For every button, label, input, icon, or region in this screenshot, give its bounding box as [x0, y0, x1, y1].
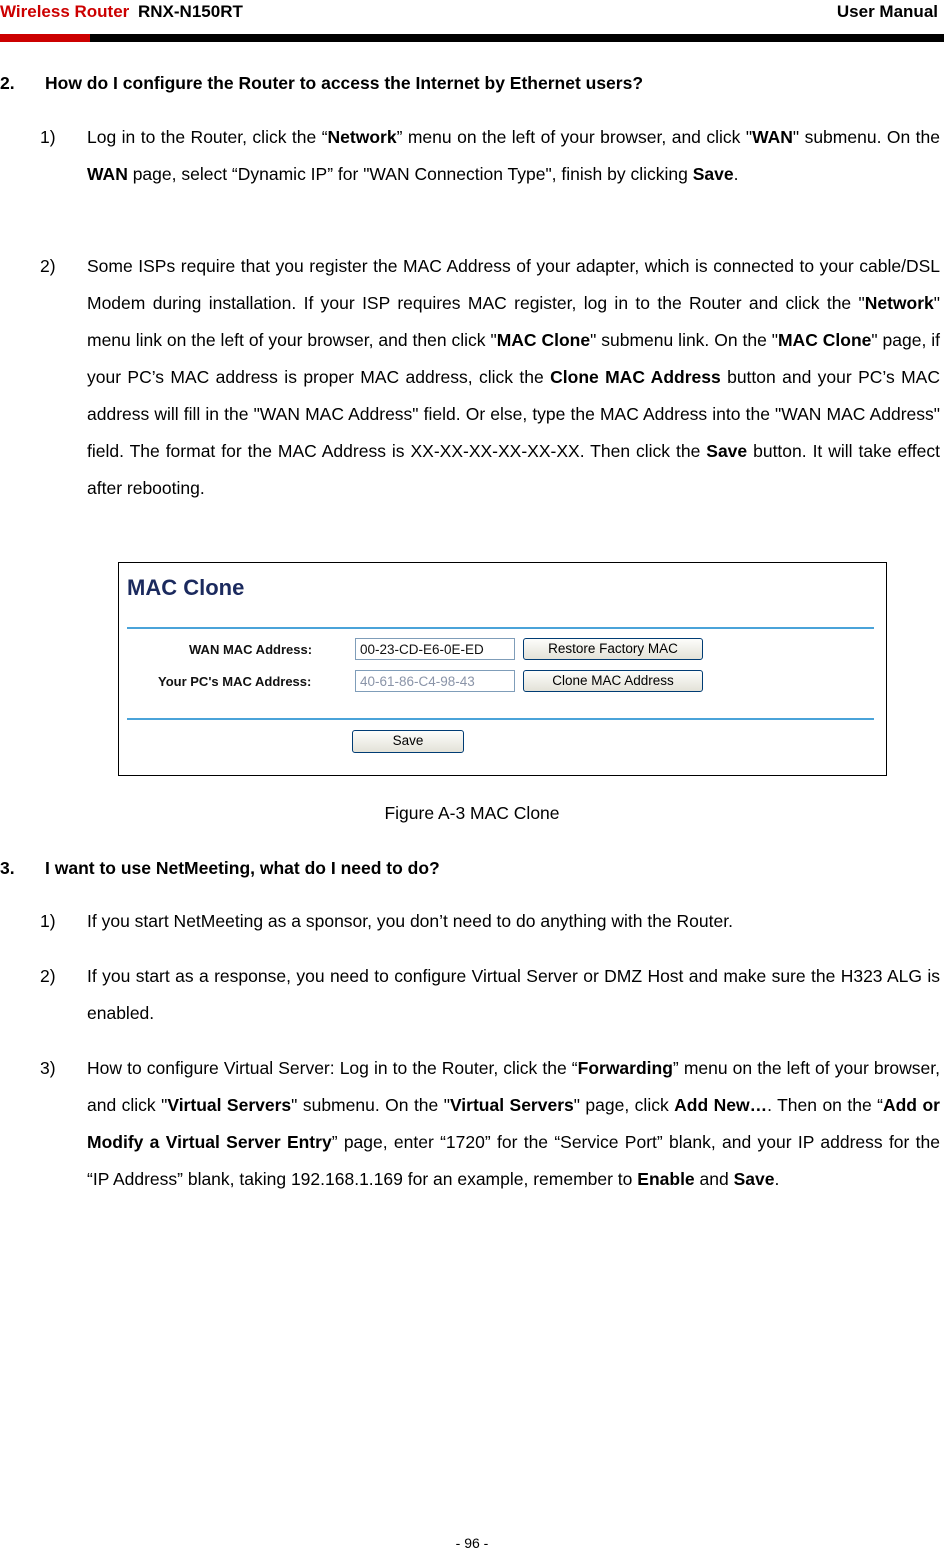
q3-step-2	[0, 958, 940, 1032]
step-text: Some ISPs require that you register the MAC Address of your adapter, which is connected to your cable/DSL Modem during installation. If your ISP requires MAC register, log in to the Router and click the "Network" menu link on the left of your browser, and then click "MAC Clone" submenu link. On the "MAC Clone" page, if your PC’s MAC address is proper MAC address, click the Clone MAC Address button and your PC’s MAC address will fill in the "WAN MAC Address" field. Or else, type the MAC Address into the "WAN MAC Address" field. The format for the MAC Address is XX-XX-XX-XX-XX-XX. Then click the Save button. It will take effect after rebooting.	[87, 256, 941, 498]
step-number: 3)	[40, 1058, 56, 1078]
pc-mac-label: Your PC's MAC Address:	[158, 674, 312, 689]
step-text: How to configure Virtual Server: Log in to the Router, click the “Forwarding” menu on the left of your browser, and click "Virtual Servers" submenu. On the "Virtual Servers" page, click Add New…. Then on the “Add or Modify a Virtual Server Entry” page, enter “1720” for the “Service Port” blank, and your IP address for the “IP Address” blank, taking 192.168.1.169 for an example, remember to Enable and Save.	[87, 1058, 940, 1189]
step-text: If you start NetMeeting as a sponsor, you don’t need to do anything with the Router.	[87, 911, 733, 931]
question-text: I want to use NetMeeting, what do I need to do?	[45, 858, 440, 878]
wan-mac-input[interactable]: 00-23-CD-E6-0E-ED	[355, 638, 515, 660]
header-doc-title: User Manual	[836, 2, 938, 21]
header-model: RNX-N150RT	[138, 2, 243, 21]
question-number: 2.	[0, 73, 15, 93]
q3-step-1	[0, 903, 940, 940]
restore-factory-mac-button[interactable]: Restore Factory MAC	[523, 638, 703, 660]
q2-step-2	[0, 248, 940, 507]
clone-mac-address-button[interactable]: Clone MAC Address	[523, 670, 703, 692]
question-text: How do I configure the Router to access the Internet by Ethernet users?	[45, 73, 644, 93]
pc-mac-input[interactable]: 40-61-86-C4-98-43	[355, 670, 515, 692]
header-brand: Wireless Router	[0, 2, 130, 21]
header-rule-black	[90, 34, 944, 42]
page-header	[0, 0, 944, 44]
q2-step-1	[0, 119, 940, 193]
figure-caption: Figure A-3 MAC Clone	[384, 803, 560, 823]
wan-mac-label: WAN MAC Address:	[189, 642, 313, 657]
step-number: 1)	[40, 127, 56, 147]
figure-panel-title: MAC Clone	[127, 575, 245, 600]
step-number: 1)	[40, 911, 56, 931]
step-number: 2)	[40, 256, 56, 276]
question-number: 3.	[0, 858, 15, 878]
divider-top	[127, 627, 874, 629]
mac-clone-screenshot	[118, 562, 887, 776]
save-button[interactable]: Save	[352, 730, 464, 753]
step-text: If you start as a response, you need to configure Virtual Server or DMZ Host and make sure the H323 ALG is enabled.	[87, 966, 940, 1023]
page-number: - 96 -	[455, 1535, 489, 1551]
header-rule-red	[0, 34, 90, 42]
divider-bottom	[127, 718, 874, 720]
step-text: Log in to the Router, click the “Network” menu on the left of your browser, and click "WAN" submenu. On the WAN page, select “Dynamic IP” for "WAN Connection Type", finish by clicking Save.	[87, 127, 941, 184]
q3-step-3	[0, 1050, 940, 1198]
step-number: 2)	[40, 966, 56, 986]
